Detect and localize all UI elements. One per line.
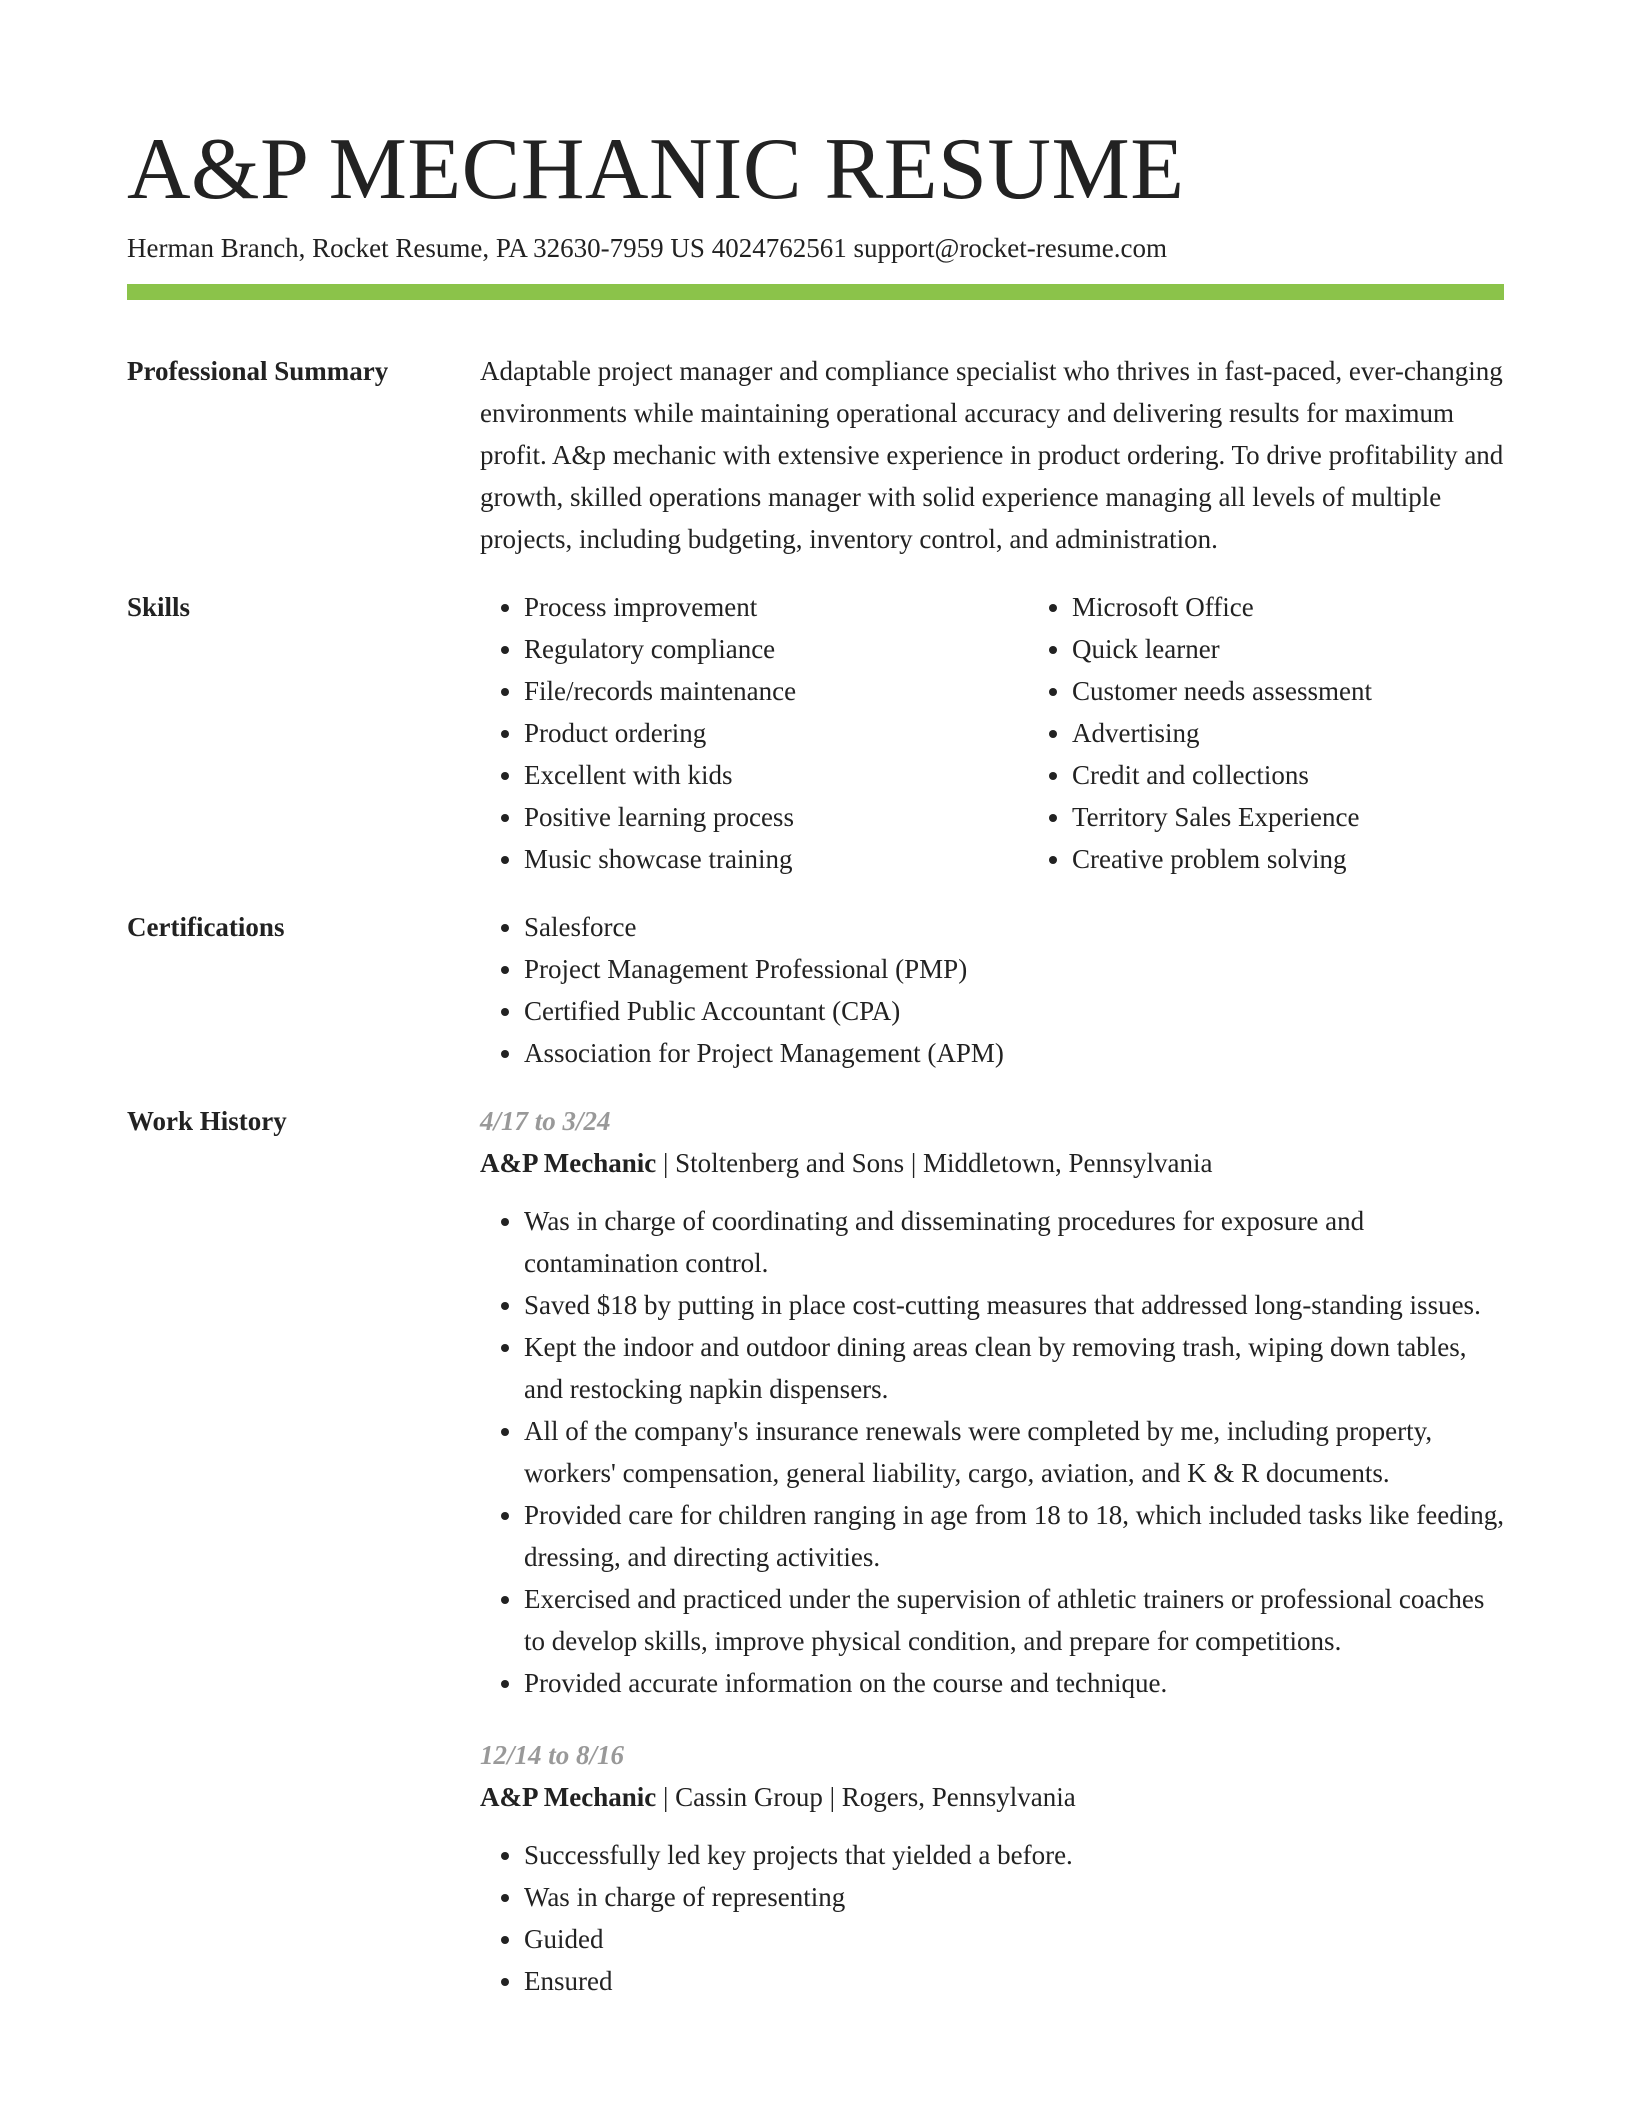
skill-item: • Credit and collections xyxy=(1072,754,1576,796)
job-bullet: • Successfully led key projects that yielded a before. xyxy=(524,1834,1504,1876)
job-dates: 12/14 to 8/16 xyxy=(480,1740,625,1770)
skill-item: • Music showcase training xyxy=(524,838,1028,880)
skill-item: • Territory Sales Experience xyxy=(1072,796,1576,838)
skill-item: • File/records maintenance xyxy=(524,670,1028,712)
certification-item: • Project Management Professional (PMP) xyxy=(524,948,1504,990)
accent-divider xyxy=(127,284,1504,300)
skill-item: • Regulatory compliance xyxy=(524,628,1028,670)
certifications-list xyxy=(480,906,1504,1074)
summary-heading: Professional Summary xyxy=(127,356,389,386)
resume-page xyxy=(127,120,1504,2002)
skill-item: • Excellent with kids xyxy=(524,754,1028,796)
skill-item: • Advertising xyxy=(1072,712,1576,754)
job-bullet: • Was in charge of coordinating and disseminating procedures for exposure and contamination control. xyxy=(524,1200,1504,1284)
job-bullets xyxy=(480,1200,1504,1704)
job-details: | Stoltenberg and Sons | Middletown, Pennsylvania xyxy=(656,1148,1213,1178)
certification-item: • Association for Project Management (APM) xyxy=(524,1032,1504,1074)
certification-item: • Salesforce xyxy=(524,906,1504,948)
job-details: | Cassin Group | Rogers, Pennsylvania xyxy=(656,1782,1076,1812)
job-bullet: • Kept the indoor and outdoor dining areas clean by removing trash, wiping down tables, and restocking napkin dispensers. xyxy=(524,1326,1504,1410)
work-history-heading: Work History xyxy=(127,1106,287,1136)
job-heading xyxy=(480,1776,1504,1818)
skills-list-left xyxy=(480,586,1028,880)
skill-item: • Process improvement xyxy=(524,586,1028,628)
summary-text: Adaptable project manager and compliance specialist who thrives in fast-paced, ever-changing environments while maintaining operational accuracy and delivering results for maximum profit. A&p mechanic with extensive experience in product ordering. To drive profitability and growth, skilled operations manager with solid experience managing all levels of multiple projects, including budgeting, inventory control, and administration. xyxy=(480,356,1504,554)
skill-item: • Microsoft Office xyxy=(1072,586,1576,628)
skill-item: • Creative problem solving xyxy=(1072,838,1576,880)
job-bullet: • Saved $18 by putting in place cost-cutting measures that addressed long-standing issues. xyxy=(524,1284,1504,1326)
skills-section xyxy=(127,586,1504,880)
job-title: A&P Mechanic xyxy=(480,1148,657,1178)
work-history-section xyxy=(127,1100,1504,2002)
certification-item: • Certified Public Accountant (CPA) xyxy=(524,990,1504,1032)
job-bullets xyxy=(480,1834,1504,2002)
skill-item: • Quick learner xyxy=(1072,628,1576,670)
job-bullet: • Guided xyxy=(524,1918,1504,1960)
skills-heading: Skills xyxy=(127,592,191,622)
skill-item: • Positive learning process xyxy=(524,796,1028,838)
contact-line: Herman Branch, Rocket Resume, PA 32630-7959 US 4024762561 support@rocket-resume.com xyxy=(127,233,1167,263)
certifications-heading: Certifications xyxy=(127,912,285,942)
job-entry xyxy=(480,1100,1504,1704)
job-dates: 4/17 to 3/24 xyxy=(480,1106,611,1136)
resume-title: A&P MECHANIC RESUME xyxy=(127,121,1185,218)
job-heading xyxy=(480,1142,1504,1184)
job-bullet: • Provided care for children ranging in age from 18 to 18, which included tasks like feeding, dressing, and directing activities. xyxy=(524,1494,1504,1578)
job-bullet: • Was in charge of representing xyxy=(524,1876,1504,1918)
job-bullet: • Exercised and practiced under the supervision of athletic trainers or professional coaches to develop skills, improve physical condition, and prepare for competitions. xyxy=(524,1578,1504,1662)
skill-item: • Customer needs assessment xyxy=(1072,670,1576,712)
job-entry xyxy=(480,1734,1504,2002)
job-title: A&P Mechanic xyxy=(480,1782,657,1812)
job-bullet: • Ensured xyxy=(524,1960,1504,2002)
certifications-section xyxy=(127,906,1504,1074)
skills-list-right xyxy=(1028,586,1576,880)
skill-item: • Product ordering xyxy=(524,712,1028,754)
summary-section xyxy=(127,350,1504,560)
job-bullet: • Provided accurate information on the course and technique. xyxy=(524,1662,1504,1704)
job-bullet: • All of the company's insurance renewals were completed by me, including property, workers' compensation, general liability, cargo, aviation, and K & R documents. xyxy=(524,1410,1504,1494)
